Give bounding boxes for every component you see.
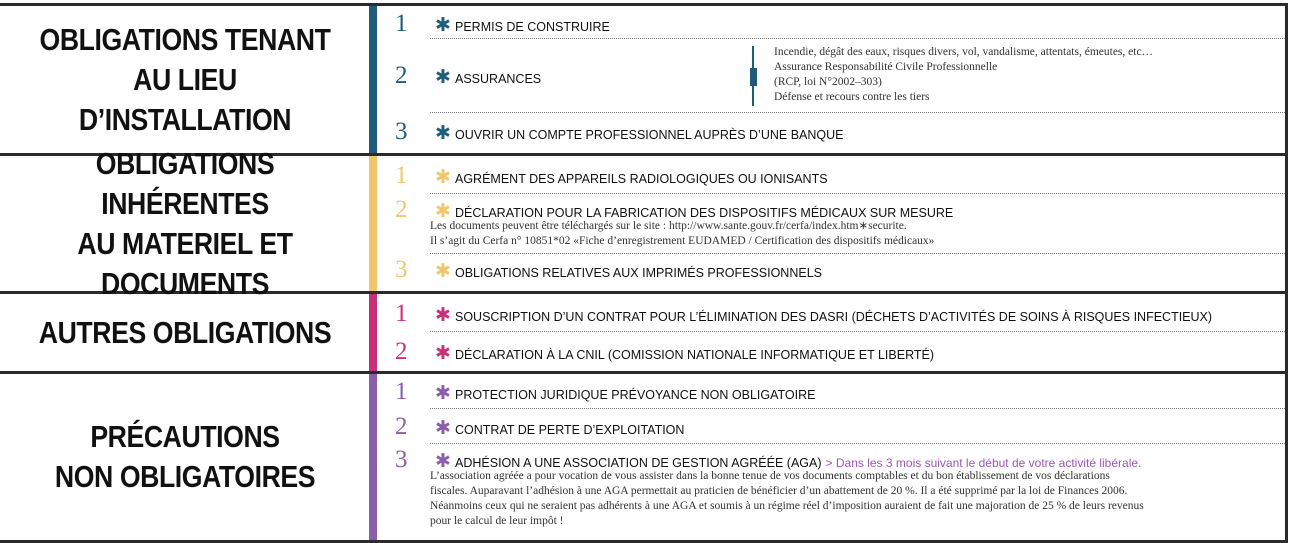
section-bar-blue xyxy=(369,6,377,153)
asterisk-icon: ✱ xyxy=(435,122,451,144)
section-title: OBLIGATIONS TENANT AU LIEU D’INSTALLATION xyxy=(39,21,331,137)
asterisk-icon: ✱ xyxy=(435,66,451,88)
list-item: 1 ✱ AGRÉMENT DES APPAREILS RADIOLOGIQUES OU IONISANTS xyxy=(395,162,828,189)
list-item: 1 ✱ PERMIS DE CONSTRUIRE xyxy=(395,10,610,37)
section-bar-pink xyxy=(369,294,377,371)
dotted-divider xyxy=(430,193,1285,194)
declaration-details: Les documents peuvent être téléchargés sur le site : http://www.sante.gouv.fr/cerfa/index.htm∗securite. Il s’agit du Cerfa n° 10851*02 «Fiche d’enregistrement EUDAMED / Certification des dispositifs médicaux» xyxy=(430,220,935,247)
section-bar-purple xyxy=(369,374,377,540)
asterisk-icon: ✱ xyxy=(435,260,451,282)
dotted-divider xyxy=(430,38,1285,39)
list-item: 2 ✱ DÉCLARATION POUR LA FABRICATION DES DISPOSITIFS MÉDICAUX SUR MESURE xyxy=(395,196,954,223)
dotted-divider xyxy=(430,443,1285,444)
asterisk-icon: ✱ xyxy=(435,417,451,439)
asterisk-icon: ✱ xyxy=(435,166,451,188)
assurance-details: Incendie, dégât des eaux, risques divers, vol, vandalisme, attentats, émeutes, etc… Assurance Responsabilité Civile Professionnelle (RCP, loi N°2002–303) Défense et recours contre les tiers xyxy=(774,46,1154,103)
asterisk-icon: ✱ xyxy=(435,382,451,404)
dotted-divider xyxy=(430,331,1285,332)
asterisk-icon: ✱ xyxy=(435,342,451,364)
aga-note: > Dans les 3 mois suivant le début de votre activité libérale. xyxy=(825,456,1142,470)
list-item: 2 ✱ ASSURANCES xyxy=(395,62,542,89)
section-title: PRÉCAUTIONS NON OBLIGATOIRES xyxy=(54,419,316,494)
asterisk-icon: ✱ xyxy=(435,200,451,222)
list-item: 1 ✱ PROTECTION JURIDIQUE PRÉVOYANCE NON OBLIGATOIRE xyxy=(395,378,816,405)
list-item: 2 ✱ DÉCLARATION À LA CNIL (COMISSION NATIONALE INFORMATIQUE ET LIBERTÉ) xyxy=(395,338,935,365)
section-title: AUTRES OBLIGATIONS xyxy=(38,314,332,350)
bracket-marker xyxy=(750,68,757,86)
asterisk-icon: ✱ xyxy=(435,450,451,472)
dotted-divider xyxy=(430,112,1285,113)
aga-details: L’association agréée a pour vocation de vous assister dans la bonne tenue de vos documents comptables et du bon établissement de vos déclarations fiscales. Auparavant l’adhésion à une AGA permettait au praticien de bénéficier d’un abattement de 20 %. Il a été supprimé par la loi de Finances 2006. Néanmoins ceux qui ne seraient pas adhérents à une AGA et soumis à un régime réel d’imposition auraient de fait une majoration de 25 % de leurs revenus pour le calcul de leur impôt ! xyxy=(430,470,1144,527)
list-item: 1 ✱ SOUSCRIPTION D’UN CONTRAT POUR L’ÉLIMINATION DES DASRI (DÉCHETS D’ACTIVITÉS DE SOINS À RISQUES INFECTIEUX) xyxy=(395,300,1213,327)
list-item: 2 ✱ CONTRAT DE PERTE D’EXPLOITATION xyxy=(395,413,685,440)
list-item: 3 ✱ ADHÉSION A UNE ASSOCIATION DE GESTION AGRÉÉE (AGA) > Dans les 3 mois suivant le début de votre activité libérale. xyxy=(395,446,1142,473)
right-border xyxy=(1285,3,1288,543)
section-title: OBLIGATIONS INHÉRENTES AU MATERIEL ET DOCUMENTS xyxy=(77,145,293,301)
list-item: 3 ✱ OUVRIR UN COMPTE PROFESSIONNEL AUPRÈS D’UNE BANQUE xyxy=(395,118,844,145)
dotted-divider xyxy=(430,408,1285,409)
dotted-divider xyxy=(430,253,1285,254)
section-bar-yellow xyxy=(369,156,377,291)
list-item: 3 ✱ OBLIGATIONS RELATIVES AUX IMPRIMÉS PROFESSIONNELS xyxy=(395,256,822,283)
asterisk-icon: ✱ xyxy=(435,304,451,326)
asterisk-icon: ✱ xyxy=(435,14,451,36)
